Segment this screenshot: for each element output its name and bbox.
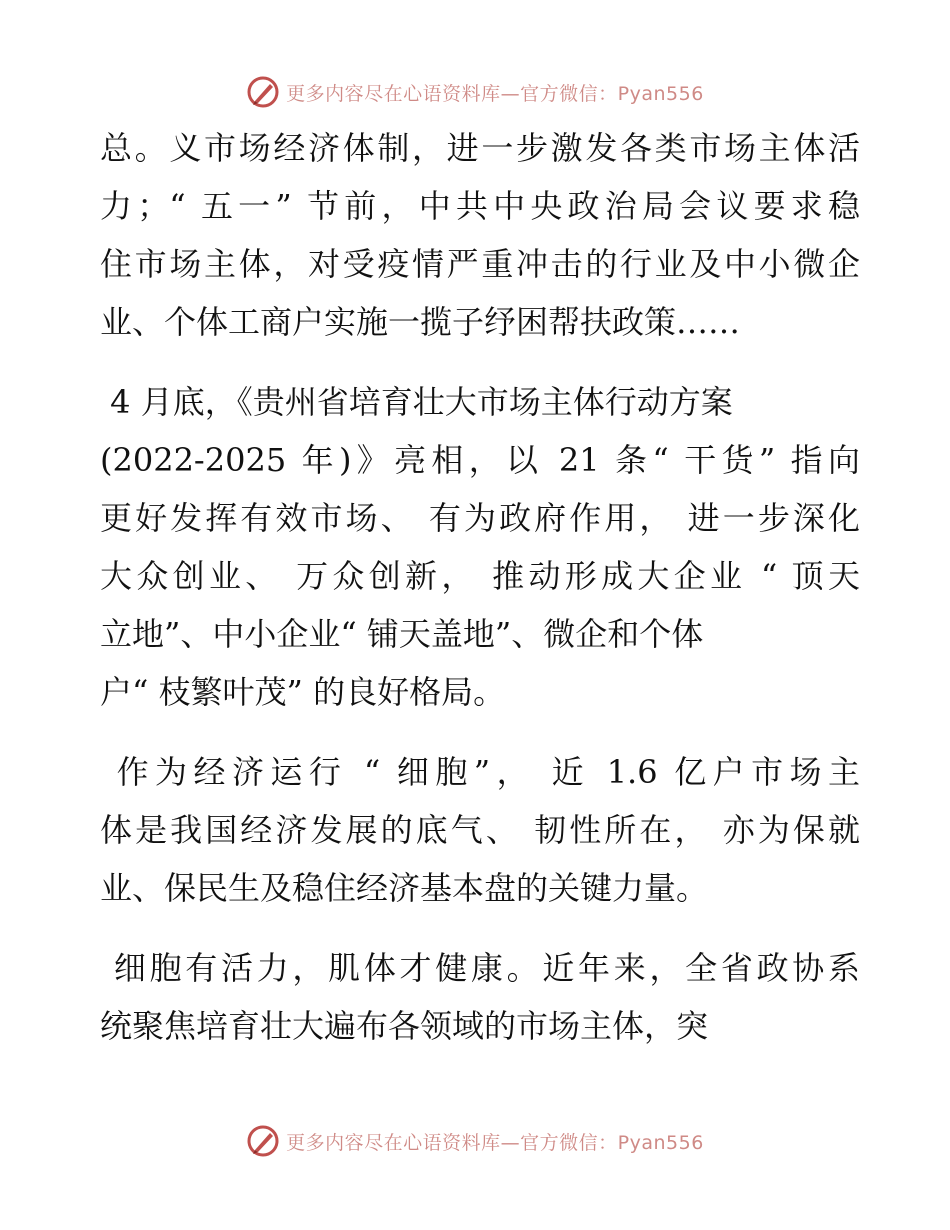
header-watermark xyxy=(0,72,950,112)
text-line: 大众创业、 万众创新， 推动形成大企业 “ 顶天 xyxy=(100,557,860,595)
paragraph-2 xyxy=(100,373,860,721)
text-line: 业、个体工商户实施一揽子纾困帮扶政策…… xyxy=(100,303,741,341)
text-line: (2022-2025 年)》亮相，以 21 条“ 干货” 指向 xyxy=(100,441,860,479)
text-line: 体是我国经济发展的底气、 韧性所在， 亦为保就 xyxy=(100,811,860,849)
paragraph-1 xyxy=(100,119,860,351)
text-line: 作为经济运行 “ 细胞”， 近 1.6 亿户市场主 xyxy=(100,753,860,791)
text-line: 总。义市场经济体制，进一步激发各类市场主体活 xyxy=(100,129,860,167)
watermark-text: 更多内容尽在心语资料库—官方微信：Pyan556 xyxy=(286,82,704,105)
paragraph-3 xyxy=(100,743,860,917)
document-body xyxy=(100,119,860,1077)
pen-circle-logo-icon xyxy=(246,75,280,109)
text-line: 业、保民生及稳住经济基本盘的关键力量。 xyxy=(100,869,709,907)
text-line: 住市场主体，对受疫情严重冲击的行业及中小微企 xyxy=(100,245,860,283)
watermark-text: 更多内容尽在心语资料库—官方微信：Pyan556 xyxy=(286,1131,704,1154)
text-line: 细胞有活力，肌体才健康。近年来，全省政协系 xyxy=(100,949,860,987)
paragraph-4 xyxy=(100,939,860,1055)
text-line: 4 月底，《贵州省培育壮大市场主体行动方案 xyxy=(100,383,733,421)
text-line: 立地”、中小企业“ 铺天盖地”、微企和个体 xyxy=(100,615,704,653)
text-line: 力；“ 五一” 节前，中共中央政治局会议要求稳 xyxy=(100,187,860,225)
pen-circle-logo-icon xyxy=(246,1124,280,1158)
text-line: 更好发挥有效市场、 有为政府作用， 进一步深化 xyxy=(100,499,860,537)
text-line: 户“ 枝繁叶茂” 的良好格局。 xyxy=(100,673,506,711)
text-line: 统聚焦培育壮大遍布各领域的市场主体，突 xyxy=(100,1007,709,1045)
footer-watermark xyxy=(0,1121,950,1161)
